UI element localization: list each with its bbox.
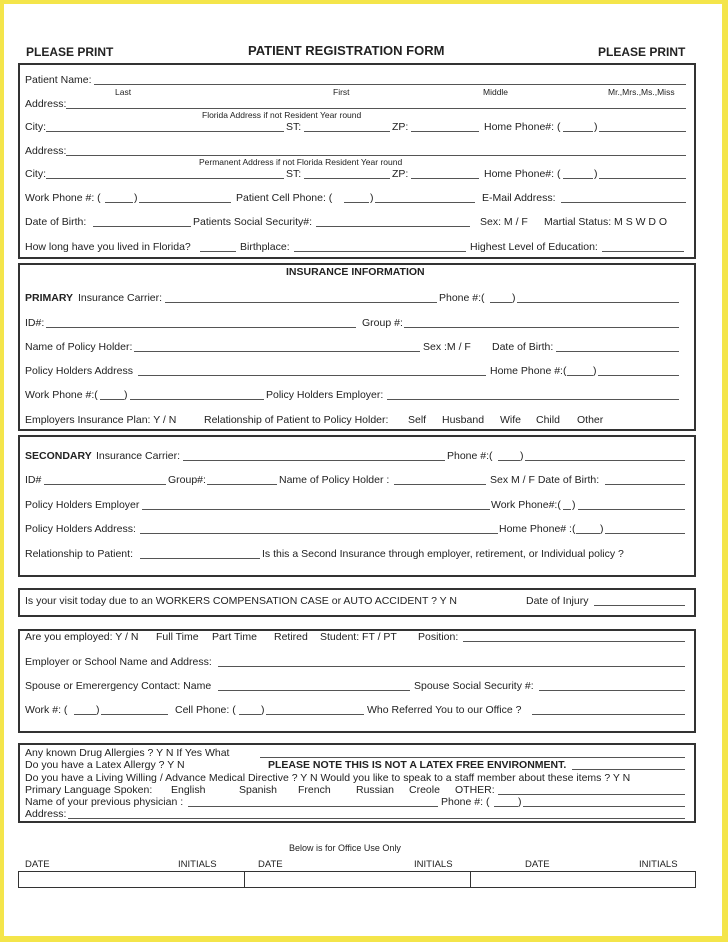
permanent-address-note: Permanent Address if not Florida Resident Year round <box>199 157 403 167</box>
referred-field[interactable] <box>532 714 685 715</box>
registration-form-page <box>4 4 722 936</box>
secondary-sex-dob-label[interactable]: Sex M / F Date of Birth: <box>490 474 600 486</box>
name-title-hint: Mr.,Mrs.,Ms.,Miss <box>608 87 675 97</box>
address-field[interactable] <box>66 108 686 109</box>
paren-close: ) <box>96 704 100 716</box>
marital-status-label[interactable]: Martial Status: M S W D O <box>544 216 668 228</box>
city2-label: City: <box>25 168 46 180</box>
secondary-label: SECONDARY <box>25 450 92 462</box>
florida-duration-label: How long have you lived in Florida? <box>25 241 191 253</box>
office-initials-3: INITIALS <box>639 859 678 870</box>
primary-holder-employer-field[interactable] <box>387 399 679 400</box>
name-middle-hint: Middle <box>483 87 509 97</box>
ssn-label: Patients Social Security#: <box>193 216 313 228</box>
work-phone-label: Work Phone #: ( <box>25 192 101 204</box>
paren-close: ) <box>518 796 522 808</box>
secondary-work-phone-area-field[interactable] <box>563 509 571 510</box>
florida-address-note: Florida Address if not Resident Year round <box>202 110 362 120</box>
employed-label[interactable]: Are you employed: Y / N <box>25 631 139 643</box>
primary-work-phone-area-field[interactable] <box>100 399 124 400</box>
employer-school-label: Employer or School Name and Address: <box>25 656 212 668</box>
name-first-hint: First <box>333 87 350 97</box>
previous-physician-label: Name of your previous physician : <box>25 796 184 808</box>
insurance-heading: INSURANCE INFORMATION <box>286 266 425 278</box>
work-number-field[interactable] <box>101 714 168 715</box>
primary-home-phone-field[interactable] <box>598 375 679 376</box>
address2-field[interactable] <box>66 155 686 156</box>
full-time-option[interactable]: Full Time <box>156 631 199 643</box>
work-phone-field[interactable] <box>139 202 231 203</box>
patient-name-label: Patient Name: <box>25 74 92 86</box>
primary-carrier-field[interactable] <box>165 302 437 303</box>
paren-close: ) <box>520 450 524 462</box>
relationship-label: Relationship of Patient to Policy Holder: <box>204 414 389 426</box>
secondary-holder-address-field[interactable] <box>140 533 498 534</box>
referred-label: Who Referred You to our Office ? <box>367 704 522 716</box>
education-label: Highest Level of Education: <box>470 241 598 253</box>
primary-label: PRIMARY <box>25 292 74 304</box>
secondary-id-field[interactable] <box>44 484 166 485</box>
city2-field[interactable] <box>46 178 284 179</box>
primary-home-phone-label: Home Phone #:( <box>490 365 567 377</box>
spouse-contact-label: Spouse or Emerergency Contact: Name <box>25 680 212 692</box>
paren-close: ) <box>594 121 598 133</box>
birthplace-label: Birthplace: <box>240 241 290 253</box>
primary-holder-address-field[interactable] <box>138 375 486 376</box>
physician-address-field[interactable] <box>68 818 685 819</box>
home-phone2-area-field[interactable] <box>563 178 593 179</box>
state-label: ST: <box>286 121 302 133</box>
part-time-option[interactable]: Part Time <box>212 631 257 643</box>
state2-field[interactable] <box>304 178 390 179</box>
date-of-injury-field[interactable] <box>594 605 685 606</box>
language-label: Primary Language Spoken: <box>25 784 153 796</box>
secondary-holder-employer-field[interactable] <box>142 509 490 510</box>
city-label: City: <box>25 121 46 133</box>
secondary-carrier-field[interactable] <box>183 460 445 461</box>
zip-label: ZP: <box>392 121 409 133</box>
state-field[interactable] <box>304 131 390 132</box>
primary-holder-dob-field[interactable] <box>556 351 679 352</box>
office-use-table <box>18 871 696 888</box>
language-english[interactable]: English <box>171 784 206 796</box>
work-number-label: Work #: ( <box>25 704 68 716</box>
relationship-husband[interactable]: Husband <box>442 414 485 426</box>
cell-phone-field[interactable] <box>375 202 475 203</box>
primary-group-label: Group #: <box>362 317 403 329</box>
name-last-hint: Last <box>115 87 132 97</box>
address2-label: Address: <box>25 145 67 157</box>
relationship-self[interactable]: Self <box>408 414 427 426</box>
date-of-injury-label: Date of Injury <box>526 595 589 607</box>
work-number-area-field[interactable] <box>74 714 96 715</box>
employers-plan-label[interactable]: Employers Insurance Plan: Y / N <box>25 414 177 426</box>
primary-holder-employer-label: Policy Holders Employer: <box>266 389 384 401</box>
accident-question[interactable]: Is your visit today due to an WORKERS COMPENSATION CASE or AUTO ACCIDENT ? Y N <box>25 595 457 607</box>
cell-area-field[interactable] <box>239 714 261 715</box>
previous-physician-field[interactable] <box>188 806 438 807</box>
spouse-ssn-label: Spouse Social Security #: <box>414 680 534 692</box>
secondary-holder-address-label: Policy Holders Address: <box>25 523 136 535</box>
office-initials-1: INITIALS <box>178 859 217 870</box>
please-print-left: PLEASE PRINT <box>26 45 114 59</box>
secondary-holder-name-field[interactable] <box>394 484 486 485</box>
office-date-2: DATE <box>258 859 283 870</box>
primary-id-field[interactable] <box>46 327 356 328</box>
secondary-work-phone-field[interactable] <box>578 509 685 510</box>
cell-phone-area-field[interactable] <box>344 202 369 203</box>
work-phone-area-field[interactable] <box>105 202 133 203</box>
secondary-phone-area-field[interactable] <box>498 460 520 461</box>
second-insurance-question: Is this a Second Insurance through employer, retirement, or Individual policy ? <box>262 548 624 560</box>
city-field[interactable] <box>46 131 284 132</box>
primary-work-phone-label: Work Phone #:( <box>25 389 98 401</box>
secondary-group-field[interactable] <box>207 484 277 485</box>
secondary-holder-dob-field[interactable] <box>605 484 685 485</box>
email-field[interactable] <box>561 202 686 203</box>
zip2-field[interactable] <box>411 178 479 179</box>
zip-field[interactable] <box>411 131 479 132</box>
patient-name-field[interactable] <box>94 84 686 85</box>
secondary-relationship-label: Relationship to Patient: <box>25 548 133 560</box>
secondary-relationship-field[interactable] <box>140 558 260 559</box>
language-russian[interactable]: Russian <box>356 784 394 796</box>
primary-holder-address-label: Policy Holders Address <box>25 365 133 377</box>
sex-label[interactable]: Sex: M / F <box>480 216 528 228</box>
home-phone-field[interactable] <box>599 131 686 132</box>
latex-line <box>572 769 685 770</box>
secondary-carrier-label: Insurance Carrier: <box>96 450 181 462</box>
birthplace-field[interactable] <box>294 251 466 252</box>
paren-close: ) <box>593 365 597 377</box>
office-date-3: DATE <box>525 859 550 870</box>
cell-phone-label: Patient Cell Phone: ( <box>236 192 333 204</box>
primary-group-field[interactable] <box>404 327 679 328</box>
primary-holder-dob-label: Date of Birth: <box>492 341 554 353</box>
cell-field[interactable] <box>266 714 364 715</box>
address-label: Address: <box>25 98 67 110</box>
position-label: Position: <box>418 631 459 643</box>
relationship-child[interactable]: Child <box>536 414 560 426</box>
secondary-home-phone-label: Home Phone# :( <box>499 523 576 535</box>
email-label: E-Mail Address: <box>482 192 556 204</box>
secondary-phone-field[interactable] <box>525 460 685 461</box>
office-use-heading: Below is for Office Use Only <box>289 843 401 853</box>
paren-close: ) <box>124 389 128 401</box>
education-field[interactable] <box>602 251 684 252</box>
language-creole[interactable]: Creole <box>409 784 440 796</box>
paren-close: ) <box>572 499 576 511</box>
primary-sex-label[interactable]: Sex :M / F <box>423 341 471 353</box>
secondary-work-phone-label: Work Phone#:( <box>491 499 561 511</box>
office-divider-1 <box>244 871 245 888</box>
secondary-id-label: ID# <box>25 474 42 486</box>
secondary-home-phone-field[interactable] <box>605 533 685 534</box>
home-phone2-label: Home Phone#: ( <box>484 168 561 180</box>
physician-phone-label: Phone #: ( <box>441 796 490 808</box>
home-phone2-field[interactable] <box>599 178 686 179</box>
primary-holder-name-field[interactable] <box>134 351 420 352</box>
language-other-label: OTHER: <box>455 784 495 796</box>
language-french[interactable]: French <box>298 784 331 796</box>
drug-allergies-field[interactable] <box>260 757 685 758</box>
retired-option[interactable]: Retired <box>274 631 308 643</box>
primary-carrier-label: Insurance Carrier: <box>78 292 163 304</box>
relationship-wife[interactable]: Wife <box>500 414 521 426</box>
office-initials-2: INITIALS <box>414 859 453 870</box>
physician-address-label: Address: <box>25 808 67 820</box>
paren-close: ) <box>600 523 604 535</box>
primary-phone-field[interactable] <box>517 302 679 303</box>
language-other-field[interactable] <box>498 794 685 795</box>
secondary-holder-name-label: Name of Policy Holder : <box>279 474 390 486</box>
drug-allergies-label[interactable]: Any known Drug Allergies ? Y N If Yes What <box>25 747 230 759</box>
please-print-right: PLEASE PRINT <box>598 45 686 59</box>
paren-close: ) <box>370 192 374 204</box>
latex-note: PLEASE NOTE THIS IS NOT A LATEX FREE ENVIRONMENT. <box>268 759 567 771</box>
paren-close: ) <box>134 192 138 204</box>
paren-close: ) <box>261 704 265 716</box>
primary-id-label: ID#: <box>25 317 45 329</box>
position-field[interactable] <box>463 641 685 642</box>
paren-close: ) <box>594 168 598 180</box>
primary-holder-name-label: Name of Policy Holder: <box>25 341 133 353</box>
latex-allergy-label[interactable]: Do you have a Latex Allergy ? Y N <box>25 759 185 771</box>
primary-phone-label: Phone #:( <box>439 292 485 304</box>
spouse-contact-field[interactable] <box>218 690 410 691</box>
secondary-group-label: Group#: <box>168 474 206 486</box>
office-date-1: DATE <box>25 859 50 870</box>
physician-phone-field[interactable] <box>523 806 685 807</box>
primary-home-phone-area-field[interactable] <box>567 375 593 376</box>
secondary-phone-label: Phone #:( <box>447 450 493 462</box>
living-will-label[interactable]: Do you have a Living Willing / Advance Medical Directive ? Y N Would you like to speak to a staff member about these items ? Y N <box>25 772 631 784</box>
home-phone-area-field[interactable] <box>563 131 593 132</box>
office-divider-2 <box>470 871 471 888</box>
student-label[interactable]: Student: FT / PT <box>320 631 397 643</box>
cell-label: Cell Phone: ( <box>175 704 236 716</box>
spouse-ssn-field[interactable] <box>539 690 685 691</box>
state2-label: ST: <box>286 168 302 180</box>
secondary-holder-employer-label: Policy Holders Employer <box>25 499 140 511</box>
zip2-label: ZP: <box>392 168 409 180</box>
paren-close: ) <box>512 292 516 304</box>
secondary-home-phone-area-field[interactable] <box>576 533 600 534</box>
employer-school-field[interactable] <box>218 666 685 667</box>
form-title: PATIENT REGISTRATION FORM <box>248 43 445 58</box>
florida-duration-field[interactable] <box>200 251 236 252</box>
ssn-field[interactable] <box>316 226 470 227</box>
dob-field[interactable] <box>93 226 191 227</box>
relationship-other[interactable]: Other <box>577 414 604 426</box>
home-phone-label: Home Phone#: ( <box>484 121 561 133</box>
primary-work-phone-field[interactable] <box>130 399 264 400</box>
primary-phone-area-field[interactable] <box>490 302 512 303</box>
language-spanish[interactable]: Spanish <box>239 784 277 796</box>
dob-label: Date of Birth: <box>25 216 87 228</box>
physician-phone-area-field[interactable] <box>494 806 518 807</box>
